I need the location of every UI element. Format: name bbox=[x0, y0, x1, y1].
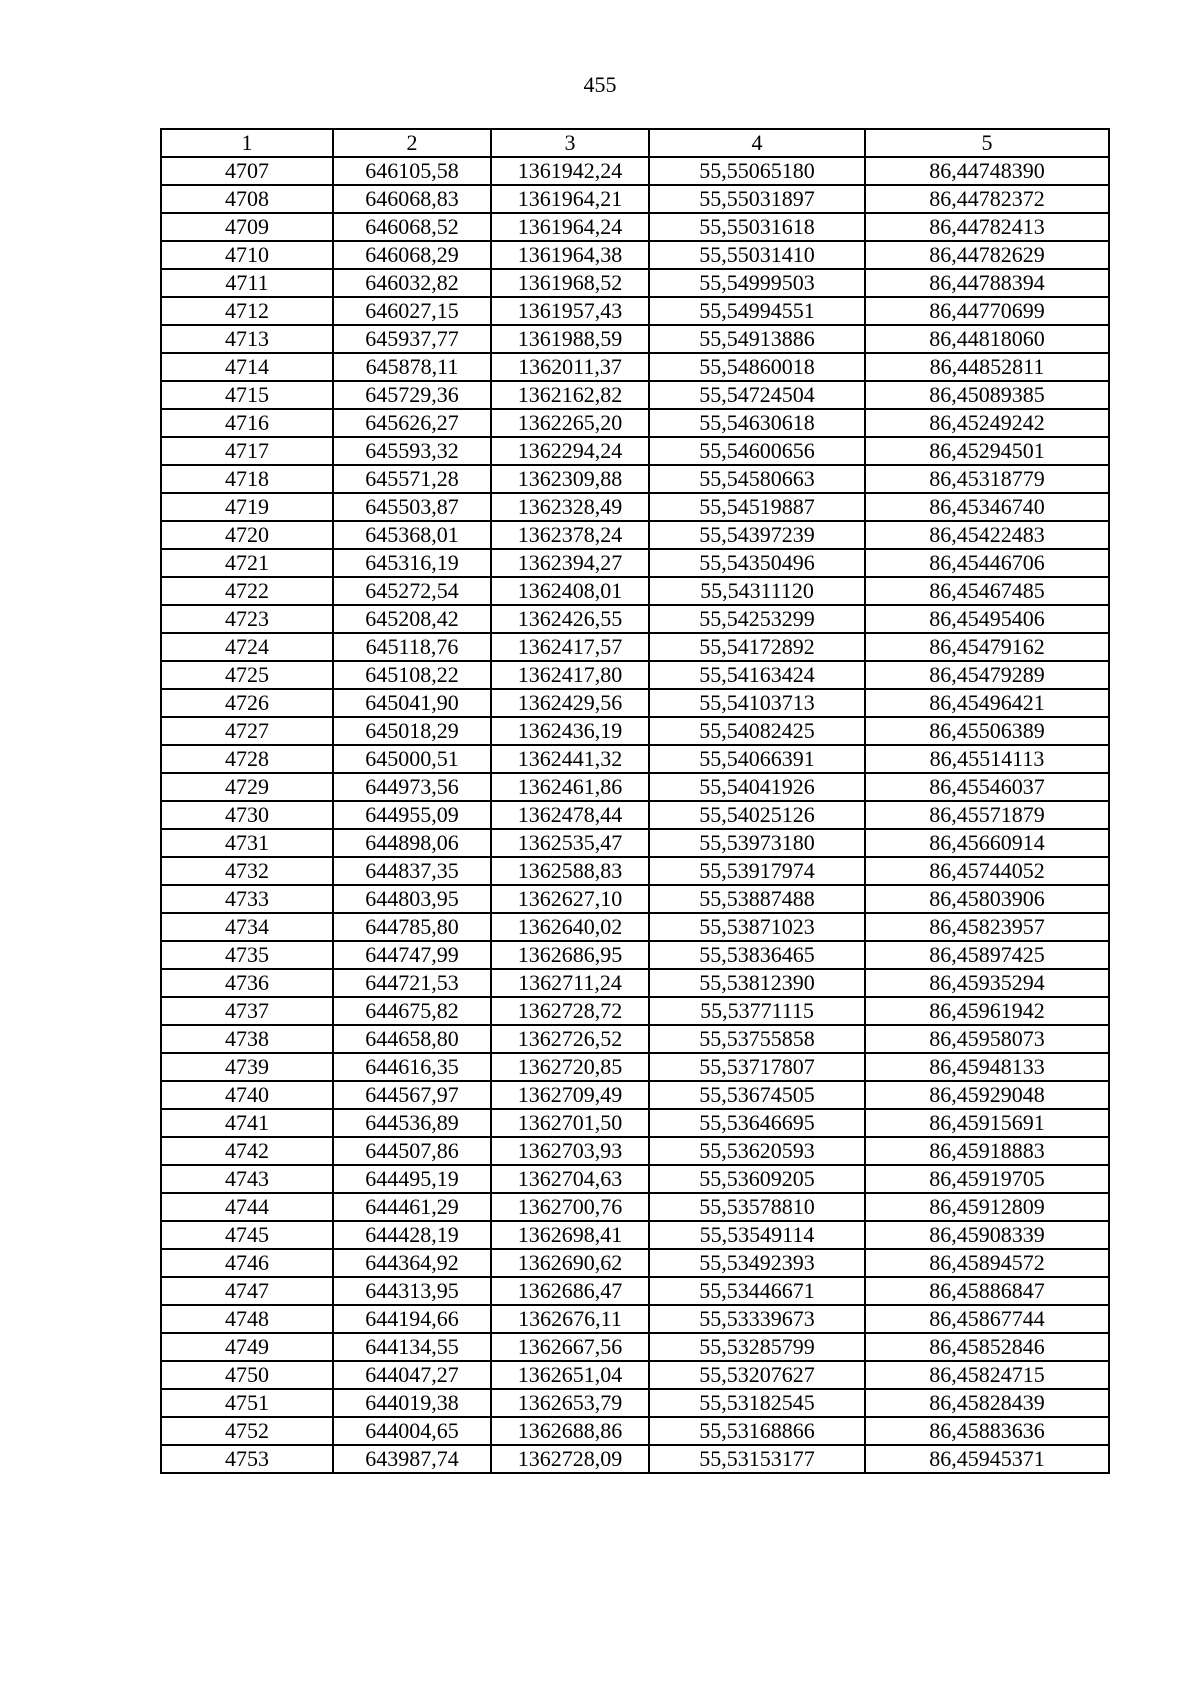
point-number-cell: 4707 bbox=[161, 157, 333, 185]
point-number-cell: 4731 bbox=[161, 829, 333, 857]
y-coordinate-cell: 1362686,47 bbox=[491, 1277, 649, 1305]
y-coordinate-cell: 1362701,50 bbox=[491, 1109, 649, 1137]
x-coordinate-cell: 646068,29 bbox=[333, 241, 491, 269]
latitude-cell: 55,54163424 bbox=[649, 661, 865, 689]
point-number-cell: 4728 bbox=[161, 745, 333, 773]
x-coordinate-cell: 644047,27 bbox=[333, 1361, 491, 1389]
latitude-cell: 55,54397239 bbox=[649, 521, 865, 549]
latitude-cell: 55,53917974 bbox=[649, 857, 865, 885]
table-row bbox=[161, 1053, 1109, 1081]
y-coordinate-cell: 1362417,57 bbox=[491, 633, 649, 661]
x-coordinate-cell: 644004,65 bbox=[333, 1417, 491, 1445]
table-row bbox=[161, 297, 1109, 325]
latitude-cell: 55,53446671 bbox=[649, 1277, 865, 1305]
y-coordinate-cell: 1362711,24 bbox=[491, 969, 649, 997]
longitude-cell: 86,45479289 bbox=[865, 661, 1109, 689]
longitude-cell: 86,45948133 bbox=[865, 1053, 1109, 1081]
table-row bbox=[161, 633, 1109, 661]
latitude-cell: 55,54082425 bbox=[649, 717, 865, 745]
longitude-cell: 86,45919705 bbox=[865, 1165, 1109, 1193]
longitude-cell: 86,44788394 bbox=[865, 269, 1109, 297]
latitude-cell: 55,54860018 bbox=[649, 353, 865, 381]
table-row bbox=[161, 493, 1109, 521]
longitude-cell: 86,45852846 bbox=[865, 1333, 1109, 1361]
point-number-cell: 4709 bbox=[161, 213, 333, 241]
longitude-cell: 86,45908339 bbox=[865, 1221, 1109, 1249]
table-row bbox=[161, 801, 1109, 829]
x-coordinate-cell: 644536,89 bbox=[333, 1109, 491, 1137]
point-number-cell: 4715 bbox=[161, 381, 333, 409]
longitude-cell: 86,45318779 bbox=[865, 465, 1109, 493]
table-row bbox=[161, 465, 1109, 493]
x-coordinate-cell: 644785,80 bbox=[333, 913, 491, 941]
point-number-cell: 4752 bbox=[161, 1417, 333, 1445]
y-coordinate-cell: 1361968,52 bbox=[491, 269, 649, 297]
point-number-cell: 4738 bbox=[161, 1025, 333, 1053]
header-row bbox=[161, 129, 1109, 157]
latitude-cell: 55,53620593 bbox=[649, 1137, 865, 1165]
longitude-cell: 86,44818060 bbox=[865, 325, 1109, 353]
y-coordinate-cell: 1362651,04 bbox=[491, 1361, 649, 1389]
longitude-cell: 86,45744052 bbox=[865, 857, 1109, 885]
header-cell-3: 3 bbox=[491, 129, 649, 157]
longitude-cell: 86,45886847 bbox=[865, 1277, 1109, 1305]
x-coordinate-cell: 644507,86 bbox=[333, 1137, 491, 1165]
x-coordinate-cell: 645878,11 bbox=[333, 353, 491, 381]
x-coordinate-cell: 645108,22 bbox=[333, 661, 491, 689]
longitude-cell: 86,45935294 bbox=[865, 969, 1109, 997]
table-row bbox=[161, 1193, 1109, 1221]
table-row bbox=[161, 1025, 1109, 1053]
y-coordinate-cell: 1362698,41 bbox=[491, 1221, 649, 1249]
point-number-cell: 4733 bbox=[161, 885, 333, 913]
x-coordinate-cell: 644194,66 bbox=[333, 1305, 491, 1333]
y-coordinate-cell: 1362426,55 bbox=[491, 605, 649, 633]
table-row bbox=[161, 1137, 1109, 1165]
longitude-cell: 86,44770699 bbox=[865, 297, 1109, 325]
longitude-cell: 86,45294501 bbox=[865, 437, 1109, 465]
table-row bbox=[161, 521, 1109, 549]
x-coordinate-cell: 645626,27 bbox=[333, 409, 491, 437]
table-row bbox=[161, 185, 1109, 213]
x-coordinate-cell: 644616,35 bbox=[333, 1053, 491, 1081]
table-row bbox=[161, 325, 1109, 353]
point-number-cell: 4734 bbox=[161, 913, 333, 941]
point-number-cell: 4720 bbox=[161, 521, 333, 549]
table-row bbox=[161, 1165, 1109, 1193]
y-coordinate-cell: 1362728,72 bbox=[491, 997, 649, 1025]
y-coordinate-cell: 1361964,38 bbox=[491, 241, 649, 269]
point-number-cell: 4725 bbox=[161, 661, 333, 689]
x-coordinate-cell: 645272,54 bbox=[333, 577, 491, 605]
latitude-cell: 55,54172892 bbox=[649, 633, 865, 661]
table-row bbox=[161, 1333, 1109, 1361]
table-row bbox=[161, 241, 1109, 269]
longitude-cell: 86,45506389 bbox=[865, 717, 1109, 745]
y-coordinate-cell: 1362265,20 bbox=[491, 409, 649, 437]
longitude-cell: 86,45660914 bbox=[865, 829, 1109, 857]
x-coordinate-cell: 646068,52 bbox=[333, 213, 491, 241]
header-cell-4: 4 bbox=[649, 129, 865, 157]
longitude-cell: 86,45823957 bbox=[865, 913, 1109, 941]
latitude-cell: 55,54630618 bbox=[649, 409, 865, 437]
y-coordinate-cell: 1362535,47 bbox=[491, 829, 649, 857]
table-row bbox=[161, 213, 1109, 241]
longitude-cell: 86,45915691 bbox=[865, 1109, 1109, 1137]
longitude-cell: 86,45546037 bbox=[865, 773, 1109, 801]
table-row bbox=[161, 913, 1109, 941]
y-coordinate-cell: 1362588,83 bbox=[491, 857, 649, 885]
point-number-cell: 4730 bbox=[161, 801, 333, 829]
x-coordinate-cell: 644364,92 bbox=[333, 1249, 491, 1277]
latitude-cell: 55,53771115 bbox=[649, 997, 865, 1025]
y-coordinate-cell: 1362011,37 bbox=[491, 353, 649, 381]
x-coordinate-cell: 644955,09 bbox=[333, 801, 491, 829]
longitude-cell: 86,44748390 bbox=[865, 157, 1109, 185]
table-row bbox=[161, 605, 1109, 633]
y-coordinate-cell: 1362640,02 bbox=[491, 913, 649, 941]
latitude-cell: 55,53182545 bbox=[649, 1389, 865, 1417]
y-coordinate-cell: 1362429,56 bbox=[491, 689, 649, 717]
table-row bbox=[161, 381, 1109, 409]
latitude-cell: 55,53871023 bbox=[649, 913, 865, 941]
table-row bbox=[161, 549, 1109, 577]
latitude-cell: 55,54580663 bbox=[649, 465, 865, 493]
point-number-cell: 4739 bbox=[161, 1053, 333, 1081]
longitude-cell: 86,45883636 bbox=[865, 1417, 1109, 1445]
table-row bbox=[161, 409, 1109, 437]
y-coordinate-cell: 1362653,79 bbox=[491, 1389, 649, 1417]
x-coordinate-cell: 644658,80 bbox=[333, 1025, 491, 1053]
x-coordinate-cell: 644313,95 bbox=[333, 1277, 491, 1305]
x-coordinate-cell: 644495,19 bbox=[333, 1165, 491, 1193]
point-number-cell: 4710 bbox=[161, 241, 333, 269]
x-coordinate-cell: 644675,82 bbox=[333, 997, 491, 1025]
latitude-cell: 55,53836465 bbox=[649, 941, 865, 969]
x-coordinate-cell: 646068,83 bbox=[333, 185, 491, 213]
y-coordinate-cell: 1361942,24 bbox=[491, 157, 649, 185]
longitude-cell: 86,45422483 bbox=[865, 521, 1109, 549]
point-number-cell: 4750 bbox=[161, 1361, 333, 1389]
latitude-cell: 55,53549114 bbox=[649, 1221, 865, 1249]
x-coordinate-cell: 644567,97 bbox=[333, 1081, 491, 1109]
y-coordinate-cell: 1362436,19 bbox=[491, 717, 649, 745]
point-number-cell: 4742 bbox=[161, 1137, 333, 1165]
point-number-cell: 4743 bbox=[161, 1165, 333, 1193]
y-coordinate-cell: 1362667,56 bbox=[491, 1333, 649, 1361]
latitude-cell: 55,53492393 bbox=[649, 1249, 865, 1277]
longitude-cell: 86,45828439 bbox=[865, 1389, 1109, 1417]
table-row bbox=[161, 1417, 1109, 1445]
point-number-cell: 4708 bbox=[161, 185, 333, 213]
table-row bbox=[161, 1361, 1109, 1389]
table-row bbox=[161, 745, 1109, 773]
longitude-cell: 86,45867744 bbox=[865, 1305, 1109, 1333]
latitude-cell: 55,54600656 bbox=[649, 437, 865, 465]
longitude-cell: 86,45571879 bbox=[865, 801, 1109, 829]
longitude-cell: 86,45467485 bbox=[865, 577, 1109, 605]
table-row bbox=[161, 1277, 1109, 1305]
longitude-cell: 86,45514113 bbox=[865, 745, 1109, 773]
latitude-cell: 55,54913886 bbox=[649, 325, 865, 353]
y-coordinate-cell: 1362417,80 bbox=[491, 661, 649, 689]
latitude-cell: 55,55031897 bbox=[649, 185, 865, 213]
latitude-cell: 55,54724504 bbox=[649, 381, 865, 409]
latitude-cell: 55,53887488 bbox=[649, 885, 865, 913]
latitude-cell: 55,53153177 bbox=[649, 1445, 865, 1473]
latitude-cell: 55,54066391 bbox=[649, 745, 865, 773]
longitude-cell: 86,45446706 bbox=[865, 549, 1109, 577]
point-number-cell: 4713 bbox=[161, 325, 333, 353]
point-number-cell: 4740 bbox=[161, 1081, 333, 1109]
point-number-cell: 4747 bbox=[161, 1277, 333, 1305]
table-row bbox=[161, 773, 1109, 801]
longitude-cell: 86,45089385 bbox=[865, 381, 1109, 409]
page-number: 455 bbox=[583, 72, 617, 97]
latitude-cell: 55,54253299 bbox=[649, 605, 865, 633]
y-coordinate-cell: 1362728,09 bbox=[491, 1445, 649, 1473]
y-coordinate-cell: 1362703,93 bbox=[491, 1137, 649, 1165]
y-coordinate-cell: 1362441,32 bbox=[491, 745, 649, 773]
y-coordinate-cell: 1362700,76 bbox=[491, 1193, 649, 1221]
longitude-cell: 86,44852811 bbox=[865, 353, 1109, 381]
point-number-cell: 4714 bbox=[161, 353, 333, 381]
table-row bbox=[161, 437, 1109, 465]
table-row bbox=[161, 689, 1109, 717]
latitude-cell: 55,55031410 bbox=[649, 241, 865, 269]
point-number-cell: 4746 bbox=[161, 1249, 333, 1277]
latitude-cell: 55,53609205 bbox=[649, 1165, 865, 1193]
x-coordinate-cell: 644803,95 bbox=[333, 885, 491, 913]
table-row bbox=[161, 577, 1109, 605]
y-coordinate-cell: 1362720,85 bbox=[491, 1053, 649, 1081]
longitude-cell: 86,45803906 bbox=[865, 885, 1109, 913]
table-row bbox=[161, 941, 1109, 969]
longitude-cell: 86,45824715 bbox=[865, 1361, 1109, 1389]
y-coordinate-cell: 1362676,11 bbox=[491, 1305, 649, 1333]
latitude-cell: 55,54519887 bbox=[649, 493, 865, 521]
longitude-cell: 86,45479162 bbox=[865, 633, 1109, 661]
latitude-cell: 55,54994551 bbox=[649, 297, 865, 325]
point-number-cell: 4718 bbox=[161, 465, 333, 493]
y-coordinate-cell: 1362627,10 bbox=[491, 885, 649, 913]
y-coordinate-cell: 1362461,86 bbox=[491, 773, 649, 801]
x-coordinate-cell: 645118,76 bbox=[333, 633, 491, 661]
table-row bbox=[161, 1221, 1109, 1249]
x-coordinate-cell: 646032,82 bbox=[333, 269, 491, 297]
longitude-cell: 86,45929048 bbox=[865, 1081, 1109, 1109]
y-coordinate-cell: 1362162,82 bbox=[491, 381, 649, 409]
longitude-cell: 86,45496421 bbox=[865, 689, 1109, 717]
point-number-cell: 4712 bbox=[161, 297, 333, 325]
x-coordinate-cell: 644134,55 bbox=[333, 1333, 491, 1361]
x-coordinate-cell: 645368,01 bbox=[333, 521, 491, 549]
x-coordinate-cell: 644428,19 bbox=[333, 1221, 491, 1249]
x-coordinate-cell: 644973,56 bbox=[333, 773, 491, 801]
x-coordinate-cell: 644721,53 bbox=[333, 969, 491, 997]
y-coordinate-cell: 1361988,59 bbox=[491, 325, 649, 353]
latitude-cell: 55,53207627 bbox=[649, 1361, 865, 1389]
latitude-cell: 55,55031618 bbox=[649, 213, 865, 241]
x-coordinate-cell: 645018,29 bbox=[333, 717, 491, 745]
longitude-cell: 86,45897425 bbox=[865, 941, 1109, 969]
header-cell-5: 5 bbox=[865, 129, 1109, 157]
x-coordinate-cell: 646027,15 bbox=[333, 297, 491, 325]
y-coordinate-cell: 1362294,24 bbox=[491, 437, 649, 465]
x-coordinate-cell: 645593,32 bbox=[333, 437, 491, 465]
latitude-cell: 55,55065180 bbox=[649, 157, 865, 185]
latitude-cell: 55,53339673 bbox=[649, 1305, 865, 1333]
table-row bbox=[161, 997, 1109, 1025]
latitude-cell: 55,53578810 bbox=[649, 1193, 865, 1221]
x-coordinate-cell: 644461,29 bbox=[333, 1193, 491, 1221]
table-row bbox=[161, 353, 1109, 381]
table-row bbox=[161, 1389, 1109, 1417]
point-number-cell: 4717 bbox=[161, 437, 333, 465]
point-number-cell: 4736 bbox=[161, 969, 333, 997]
point-number-cell: 4711 bbox=[161, 269, 333, 297]
longitude-cell: 86,45961942 bbox=[865, 997, 1109, 1025]
x-coordinate-cell: 645729,36 bbox=[333, 381, 491, 409]
point-number-cell: 4753 bbox=[161, 1445, 333, 1473]
point-number-cell: 4729 bbox=[161, 773, 333, 801]
longitude-cell: 86,44782629 bbox=[865, 241, 1109, 269]
longitude-cell: 86,45958073 bbox=[865, 1025, 1109, 1053]
y-coordinate-cell: 1362378,24 bbox=[491, 521, 649, 549]
y-coordinate-cell: 1362478,44 bbox=[491, 801, 649, 829]
longitude-cell: 86,45912809 bbox=[865, 1193, 1109, 1221]
latitude-cell: 55,53755858 bbox=[649, 1025, 865, 1053]
point-number-cell: 4751 bbox=[161, 1389, 333, 1417]
x-coordinate-cell: 645208,42 bbox=[333, 605, 491, 633]
y-coordinate-cell: 1362328,49 bbox=[491, 493, 649, 521]
coordinates-table bbox=[160, 128, 1110, 1474]
y-coordinate-cell: 1362704,63 bbox=[491, 1165, 649, 1193]
latitude-cell: 55,53973180 bbox=[649, 829, 865, 857]
table-row bbox=[161, 1249, 1109, 1277]
table-row bbox=[161, 1081, 1109, 1109]
latitude-cell: 55,53646695 bbox=[649, 1109, 865, 1137]
y-coordinate-cell: 1362709,49 bbox=[491, 1081, 649, 1109]
latitude-cell: 55,54311120 bbox=[649, 577, 865, 605]
y-coordinate-cell: 1361957,43 bbox=[491, 297, 649, 325]
point-number-cell: 4732 bbox=[161, 857, 333, 885]
point-number-cell: 4723 bbox=[161, 605, 333, 633]
latitude-cell: 55,53285799 bbox=[649, 1333, 865, 1361]
longitude-cell: 86,44782413 bbox=[865, 213, 1109, 241]
table-row bbox=[161, 1445, 1109, 1473]
point-number-cell: 4748 bbox=[161, 1305, 333, 1333]
latitude-cell: 55,54103713 bbox=[649, 689, 865, 717]
point-number-cell: 4749 bbox=[161, 1333, 333, 1361]
y-coordinate-cell: 1361964,24 bbox=[491, 213, 649, 241]
x-coordinate-cell: 644747,99 bbox=[333, 941, 491, 969]
point-number-cell: 4722 bbox=[161, 577, 333, 605]
longitude-cell: 86,45918883 bbox=[865, 1137, 1109, 1165]
x-coordinate-cell: 645041,90 bbox=[333, 689, 491, 717]
latitude-cell: 55,53674505 bbox=[649, 1081, 865, 1109]
x-coordinate-cell: 644019,38 bbox=[333, 1389, 491, 1417]
latitude-cell: 55,54025126 bbox=[649, 801, 865, 829]
latitude-cell: 55,54999503 bbox=[649, 269, 865, 297]
longitude-cell: 86,45894572 bbox=[865, 1249, 1109, 1277]
x-coordinate-cell: 645571,28 bbox=[333, 465, 491, 493]
point-number-cell: 4735 bbox=[161, 941, 333, 969]
header-cell-2: 2 bbox=[333, 129, 491, 157]
table-row bbox=[161, 1305, 1109, 1333]
x-coordinate-cell: 645316,19 bbox=[333, 549, 491, 577]
longitude-cell: 86,45249242 bbox=[865, 409, 1109, 437]
x-coordinate-cell: 645000,51 bbox=[333, 745, 491, 773]
x-coordinate-cell: 645937,77 bbox=[333, 325, 491, 353]
point-number-cell: 4724 bbox=[161, 633, 333, 661]
point-number-cell: 4737 bbox=[161, 997, 333, 1025]
longitude-cell: 86,45945371 bbox=[865, 1445, 1109, 1473]
y-coordinate-cell: 1362726,52 bbox=[491, 1025, 649, 1053]
y-coordinate-cell: 1362394,27 bbox=[491, 549, 649, 577]
y-coordinate-cell: 1362688,86 bbox=[491, 1417, 649, 1445]
latitude-cell: 55,54350496 bbox=[649, 549, 865, 577]
x-coordinate-cell: 643987,74 bbox=[333, 1445, 491, 1473]
point-number-cell: 4745 bbox=[161, 1221, 333, 1249]
longitude-cell: 86,44782372 bbox=[865, 185, 1109, 213]
y-coordinate-cell: 1361964,21 bbox=[491, 185, 649, 213]
longitude-cell: 86,45346740 bbox=[865, 493, 1109, 521]
point-number-cell: 4721 bbox=[161, 549, 333, 577]
latitude-cell: 55,54041926 bbox=[649, 773, 865, 801]
header-cell-1: 1 bbox=[161, 129, 333, 157]
table-row bbox=[161, 269, 1109, 297]
latitude-cell: 55,53168866 bbox=[649, 1417, 865, 1445]
x-coordinate-cell: 644898,06 bbox=[333, 829, 491, 857]
table-row bbox=[161, 829, 1109, 857]
point-number-cell: 4744 bbox=[161, 1193, 333, 1221]
point-number-cell: 4719 bbox=[161, 493, 333, 521]
y-coordinate-cell: 1362686,95 bbox=[491, 941, 649, 969]
point-number-cell: 4727 bbox=[161, 717, 333, 745]
y-coordinate-cell: 1362408,01 bbox=[491, 577, 649, 605]
y-coordinate-cell: 1362309,88 bbox=[491, 465, 649, 493]
latitude-cell: 55,53812390 bbox=[649, 969, 865, 997]
table-row bbox=[161, 969, 1109, 997]
point-number-cell: 4726 bbox=[161, 689, 333, 717]
longitude-cell: 86,45495406 bbox=[865, 605, 1109, 633]
table-body bbox=[161, 157, 1109, 1473]
table-row bbox=[161, 885, 1109, 913]
y-coordinate-cell: 1362690,62 bbox=[491, 1249, 649, 1277]
x-coordinate-cell: 645503,87 bbox=[333, 493, 491, 521]
table-row bbox=[161, 1109, 1109, 1137]
table-row bbox=[161, 661, 1109, 689]
latitude-cell: 55,53717807 bbox=[649, 1053, 865, 1081]
table-row bbox=[161, 717, 1109, 745]
point-number-cell: 4741 bbox=[161, 1109, 333, 1137]
table-row bbox=[161, 857, 1109, 885]
table-row bbox=[161, 157, 1109, 185]
point-number-cell: 4716 bbox=[161, 409, 333, 437]
x-coordinate-cell: 646105,58 bbox=[333, 157, 491, 185]
table-header bbox=[161, 129, 1109, 157]
x-coordinate-cell: 644837,35 bbox=[333, 857, 491, 885]
